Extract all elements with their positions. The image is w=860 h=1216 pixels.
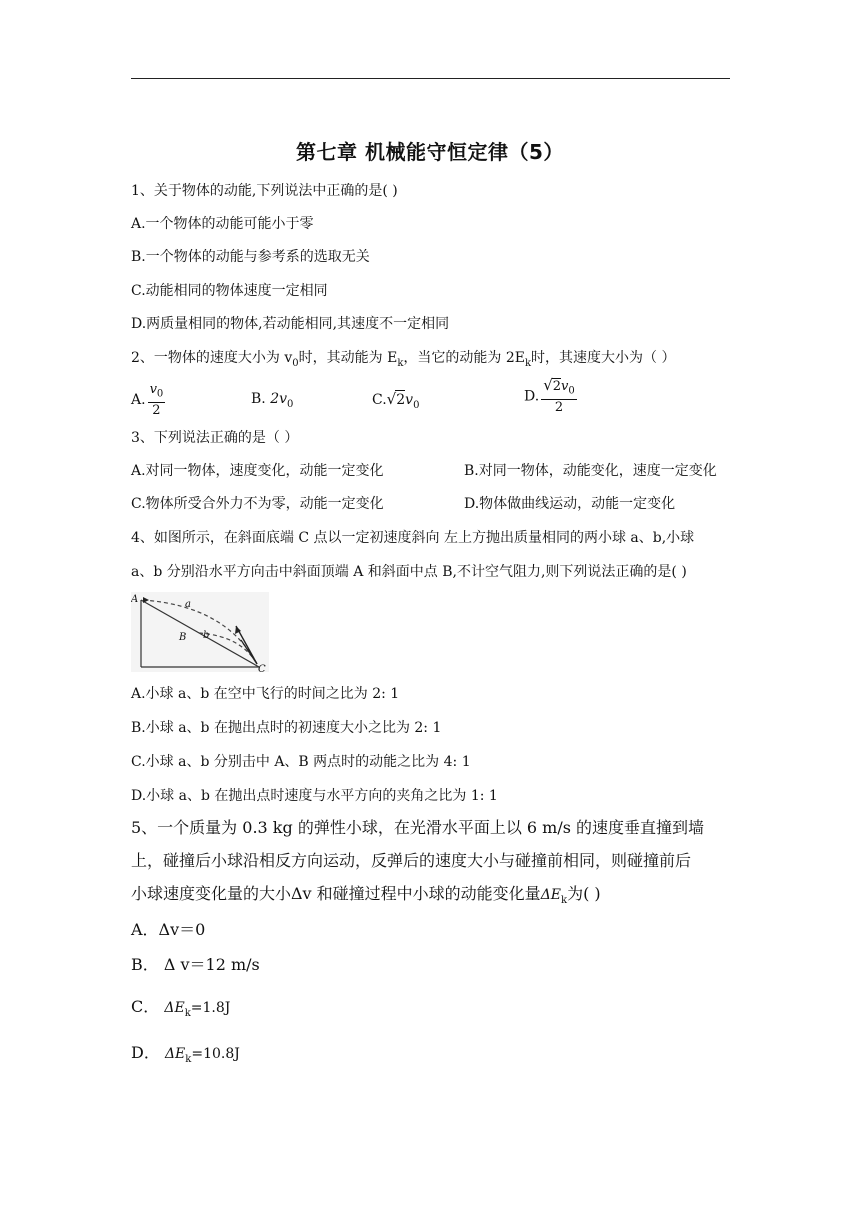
q2-stem (131, 349, 675, 373)
q2-option-d-label: D. (524, 388, 540, 405)
q5-stem-line-3 (131, 884, 601, 911)
q2-option-c-label: C. (372, 392, 387, 408)
q3-stem: 3、下列说法正确的是（ ） (131, 430, 299, 446)
q5-option-a: A．Δv＝0 (131, 920, 206, 939)
q2-stem-text-1: 2、一物体的速度大小为 v (131, 350, 293, 366)
q4-option-c: C.小球 a、b 分别击中 A、B 两点时的动能之比为 4: 1 (131, 754, 471, 770)
q5-stem-line-1: 5、一个质量为 0.3 kg 的弹性小球，在光滑水平面上以 6 m/s 的速度垂直撞到墙 (131, 818, 705, 837)
q4-option-d: D.小球 a、b 在抛出点时速度与水平方向的夹角之比为 1: 1 (131, 788, 498, 804)
figure-label-C: C (258, 664, 266, 672)
figure-label-a: a (185, 599, 191, 610)
page-title: 第七章 机械能守恒定律（5） (296, 140, 564, 164)
figure-background (131, 592, 269, 672)
q2-option-c-v: v (405, 392, 414, 408)
q2-option-b-sub: 0 (287, 398, 294, 410)
q5-stem-text-1: 小球速度变化量的大小Δv 和碰撞过程中小球的动能变化量 (131, 884, 541, 903)
q2-option-d-v: v (561, 379, 569, 394)
figure-label-A: A (131, 594, 139, 605)
q2-stem-sub-2: k (397, 357, 404, 369)
q5-stem-line-2: 上，碰撞后小球沿相反方向运动，反弹后的速度大小与碰撞前相同，则碰撞前后 (131, 851, 692, 870)
q4-option-b: B.小球 a、b 在抛出点时的初速度大小之比为 2: 1 (131, 720, 442, 736)
q4-stem-line-2: a、b 分别沿水平方向击中斜面顶端 A 和斜面中点 B,不计空气阻力,则下列说法正确的是( ) (131, 564, 687, 580)
q5-stem-delta-ek-sub: k (561, 894, 568, 906)
q5-option-b: B． Δ v＝12 m/s (131, 955, 260, 974)
header-rule (131, 78, 730, 79)
q2-option-a-fraction (148, 382, 166, 418)
q2-option-c-sub: 0 (413, 399, 420, 411)
q5-option-d-value: =10.8J (191, 1046, 240, 1062)
q5-option-d-label: D． (131, 1043, 160, 1062)
q5-stem-text-2: 为( ) (567, 884, 601, 903)
q1-option-d: D.两质量相同的物体,若动能相同,其速度不一定相同 (131, 316, 450, 332)
q2-option-d-fraction (541, 378, 577, 415)
q1-option-a: A.一个物体的动能可能小于零 (131, 216, 314, 232)
q2-option-a (131, 382, 165, 418)
q5-option-d-delta-ek-sub: k (185, 1053, 192, 1065)
q2-stem-sub-3: k (524, 357, 532, 369)
q1-stem: 1、关于物体的动能,下列说法中正确的是( ) (131, 183, 398, 199)
q5-option-c-value: =1.8J (190, 1000, 231, 1016)
q4-option-a: A.小球 a、b 在空中飞行的时间之比为 2: 1 (131, 686, 400, 702)
q1-option-b: B.一个物体的动能与参考系的选取无关 (131, 249, 370, 265)
q2-option-a-numerator-sub: 0 (156, 388, 164, 400)
q3-option-b: B.对同一物体，动能变化，速度一定变化 (464, 463, 717, 479)
q2-option-b-value: 2v (270, 391, 288, 407)
q2-option-c-radicand: 2 (396, 392, 406, 408)
q5-option-c-label: C． (131, 997, 160, 1016)
q5-option-c (131, 997, 230, 1024)
q5-option-c-delta-ek: ΔE (164, 1000, 185, 1016)
q2-stem-text-4: 时，其速度大小为（ ） (531, 350, 676, 366)
q2-option-d (524, 378, 577, 415)
q3-option-a: A.对同一物体，速度变化，动能一定变化 (131, 463, 384, 479)
q2-option-d-radicand: 2 (552, 379, 562, 394)
q2-stem-text-3: ，当它的动能为 2E (403, 350, 525, 366)
q2-option-d-denominator: 2 (554, 399, 564, 415)
q5-option-c-delta-ek-sub: k (184, 1007, 191, 1019)
sqrt-sign-icon: √ (386, 390, 397, 408)
q2-option-a-label: A. (131, 391, 146, 408)
q5-option-d-delta-ek: ΔE (164, 1046, 186, 1062)
q3-option-d: D.物体做曲线运动，动能一定变化 (464, 496, 676, 512)
q1-option-c: C.动能相同的物体速度一定相同 (131, 283, 328, 299)
figure-label-B: B (179, 632, 187, 643)
q2-option-b-label: B. (251, 391, 266, 407)
q2-option-a-numerator: v (149, 382, 157, 397)
q2-option-a-denominator: 2 (152, 402, 161, 418)
q5-option-d (131, 1043, 240, 1070)
sqrt-sign-icon: √ (543, 376, 553, 394)
q2-stem-text-2: 时，其动能为 E (298, 350, 398, 366)
q2-option-c (372, 390, 419, 415)
q4-stem-line-1: 4、如图所示，在斜面底端 C 点以一定初速度斜向 左上方抛出质量相同的两小球 a、b,小球 (131, 530, 695, 546)
incline-figure (131, 592, 269, 672)
q3-option-c: C.物体所受合外力不为零，动能一定变化 (131, 496, 384, 512)
q2-option-b (251, 390, 293, 414)
q2-option-d-sub: 0 (568, 385, 575, 397)
q5-stem-delta-ek: ΔE (540, 887, 562, 903)
q2-stem-sub-1: 0 (292, 357, 299, 369)
figure-label-b: b (203, 630, 210, 641)
